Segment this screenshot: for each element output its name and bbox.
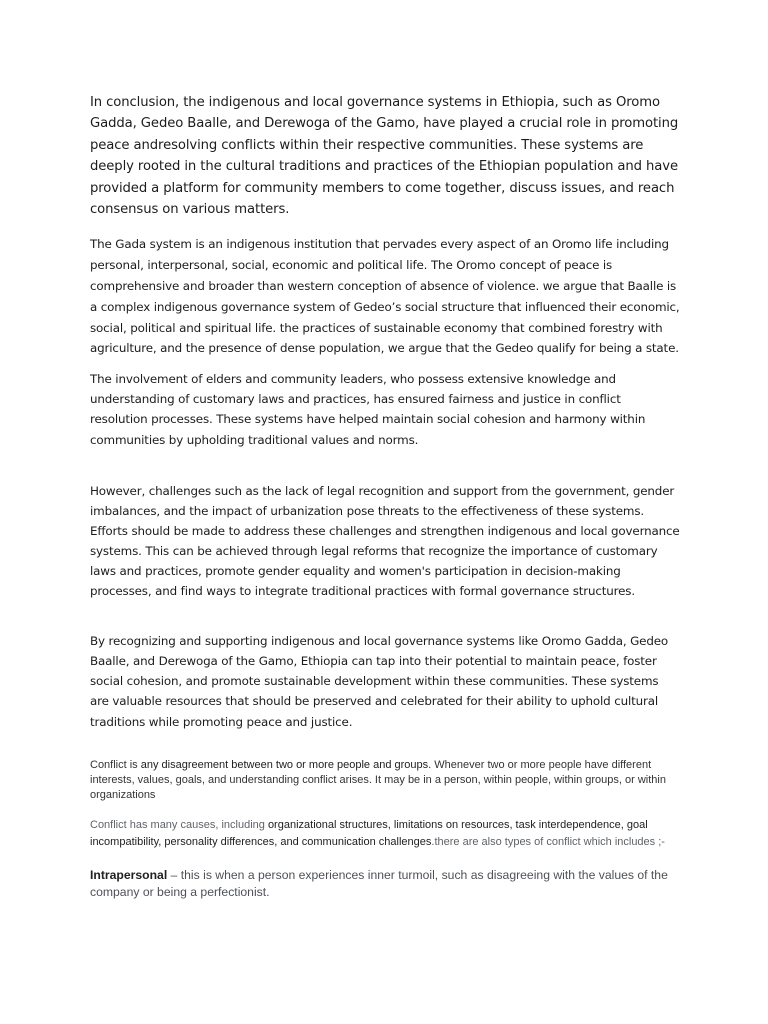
conflict-causes-lead: Conflict has many causes, including bbox=[90, 818, 268, 831]
conflict-definition-highlight: any disagreement between two or more people and groups bbox=[140, 758, 429, 771]
conflict-definition-rest: . Whenever two or more people have different interests, values, goals, and understanding conflict arises. It may be in a person, within people, within groups, or within organizations bbox=[90, 758, 666, 802]
gada-paragraph: The Gada system is an indigenous institution that pervades every aspect of an Oromo life including personal, interpersonal, social, economic and political life. The Oromo concept of peace is comprehensive and broader than western conception of absence of violence. we argue that Baalle is a complex indigenous governance system of Gedeo’s social structure that influenced their economic, social, political and spiritual life. the practices of sustainable economy that combined forestry with agriculture, and the presence of dense population, we argue that the Gedeo qualify for being a state. bbox=[90, 237, 680, 356]
intrapersonal-paragraph bbox=[90, 867, 680, 901]
elders-paragraph: The involvement of elders and community leaders, who possess extensive knowledge and understanding of customary laws and practices, has ensured fairness and justice in conflict resolution processes. These systems have helped maintain social cohesion and harmony within communities by upholding traditional values and norms. bbox=[90, 372, 646, 447]
conflict-causes-highlight: organizational structures, limitations on resources, task interdependence, goal incompatibility, personality differences, and communication challenges bbox=[90, 818, 648, 849]
recognizing-paragraph: By recognizing and supporting indigenous and local governance systems like Oromo Gadda, Gedeo Baalle, and Derewoga of the Gamo, Ethiopia can tap into their potential to maintain peace, foster social cohesion, and promote sustainable development within these communities. These systems are valuable resources that should be preserved and celebrated for their ability to uphold cultural traditions while promoting peace and justice. bbox=[90, 634, 669, 729]
intrapersonal-definition: – this is when a person experiences inner turmoil, such as disagreeing with the values of the company or being a perfectionist. bbox=[90, 868, 668, 900]
conflict-definition-lead: Conflict is bbox=[90, 758, 141, 771]
conflict-causes-rest: .there are also types of conflict which includes ;- bbox=[431, 836, 665, 849]
conflict-definition-paragraph bbox=[90, 758, 680, 804]
conflict-causes-paragraph bbox=[90, 817, 680, 851]
conclusion-paragraph: In conclusion, the indigenous and local governance systems in Ethiopia, such as Oromo Gadda, Gedeo Baalle, and Derewoga of the Gamo, have played a crucial role in promoting peace andresolving conflicts within their respective communities. These systems are deeply rooted in the cultural traditions and practices of the Ethiopian population and have provided a platform for community members to come together, discuss issues, and reach consensus on various matters. bbox=[90, 95, 679, 218]
challenges-paragraph: However, challenges such as the lack of legal recognition and support from the government, gender imbalances, and the impact of urbanization pose threats to the effectiveness of these systems. Efforts should be made to address these challenges and strengthen indigenous and local governance systems. This can be achieved through legal reforms that recognize the importance of customary laws and practices, promote gender equality and women's participation in decision-making processes, and find ways to integrate traditional practices with formal governance structures. bbox=[90, 483, 680, 599]
intrapersonal-term: Intrapersonal bbox=[90, 868, 168, 883]
